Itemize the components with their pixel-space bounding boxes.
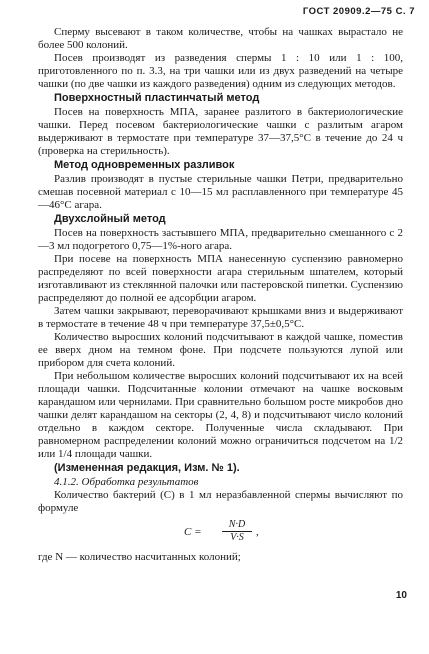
where-line: где N — количество насчитанных колоний;	[38, 551, 241, 563]
page-content	[38, 26, 403, 564]
paragraph: Посев на поверхность застывшего МПА, предварительно смешанного с 2—3 мл подогретого 0,75—1%-ного агара.	[38, 227, 403, 252]
paragraph: Затем чашки закрывают, переворачивают крышками вниз и выдерживают в термостате в течение 48 ч при температуре 37,5±0,5°С.	[38, 305, 403, 330]
formula-denominator: V·S	[230, 532, 244, 543]
amendment-note: (Измененная редакция, Изм. № 1).	[54, 462, 240, 474]
formula-numerator: N·D	[222, 519, 252, 532]
paragraph: При посеве на поверхность МПА нанесенную суспензию равномерно распределяют по всей поверхности агара стерильным шпателем, который изготавливают из стеклянной палочки или пастеровской пипетки. Суспензию распределяют до полной ее адсорбции агаром.	[38, 253, 403, 304]
section-heading: Метод одновременных разливок	[54, 159, 235, 171]
paragraph: Разлив производят в пустые стерильные чашки Петри, предварительно смешав посевной материал с 10—15 мл расплавленного при температуре 45—46°С агара.	[38, 173, 403, 211]
paragraph: Сперму высевают в таком количестве, чтобы на чашках вырастало не более 500 колоний.	[38, 26, 403, 51]
paragraph: Количество выросших колоний подсчитывают в каждой чашке, поместив ее вверх дном на темном фоне. При подсчете пользуются лупой или прибором для счета колоний.	[38, 331, 403, 369]
subsection-title: 4.1.2. Обработка результатов	[54, 476, 199, 488]
formula-tail: ,	[256, 526, 259, 538]
formula	[38, 518, 403, 548]
paragraph: При небольшом количестве выросших колоний подсчитывают их на всей площади чашки. Подсчитанные колонии отмечают на чашке восковым карандашом или чернилами. При сравнительно большом росте микробов дно чашки делят карандашом на секторы (2, 4, 8) и подсчитывают число колоний отдельно в каждом секторе. Полученные числа складывают. При равномерном распределении колоний можно ограничиться подсчетом на 1/2 или 1/4 площади чашки.	[38, 370, 403, 460]
paragraph: Посев производят из разведения спермы 1 : 10 или 1 : 100, приготовленного по п. 3.3, на три чашки или из двух разведений на четыре чашки (по две чашки из каждого разведения) одним из следующих методов.	[38, 52, 403, 90]
paragraph: Посев на поверхность МПА, заранее разлитого в бактериологические чашки. Перед посевом бактериологические чашки с разлитым агаром выдерживают в термостате при температуре 37—37,5°С в течение до 24 ч (проверка на стерильность).	[38, 106, 403, 157]
formula-fraction	[222, 519, 252, 544]
page-header: ГОСТ 20909.2—75 С. 7	[302, 6, 415, 17]
page-number: 10	[395, 590, 407, 601]
paragraph: Количество бактерий (С) в 1 мл неразбавленной спермы вычисляют по формуле	[38, 489, 403, 514]
section-heading: Двухслойный метод	[54, 213, 166, 225]
section-heading: Поверхностный пластинчатый метод	[54, 92, 260, 104]
formula-lhs: C =	[184, 526, 202, 538]
